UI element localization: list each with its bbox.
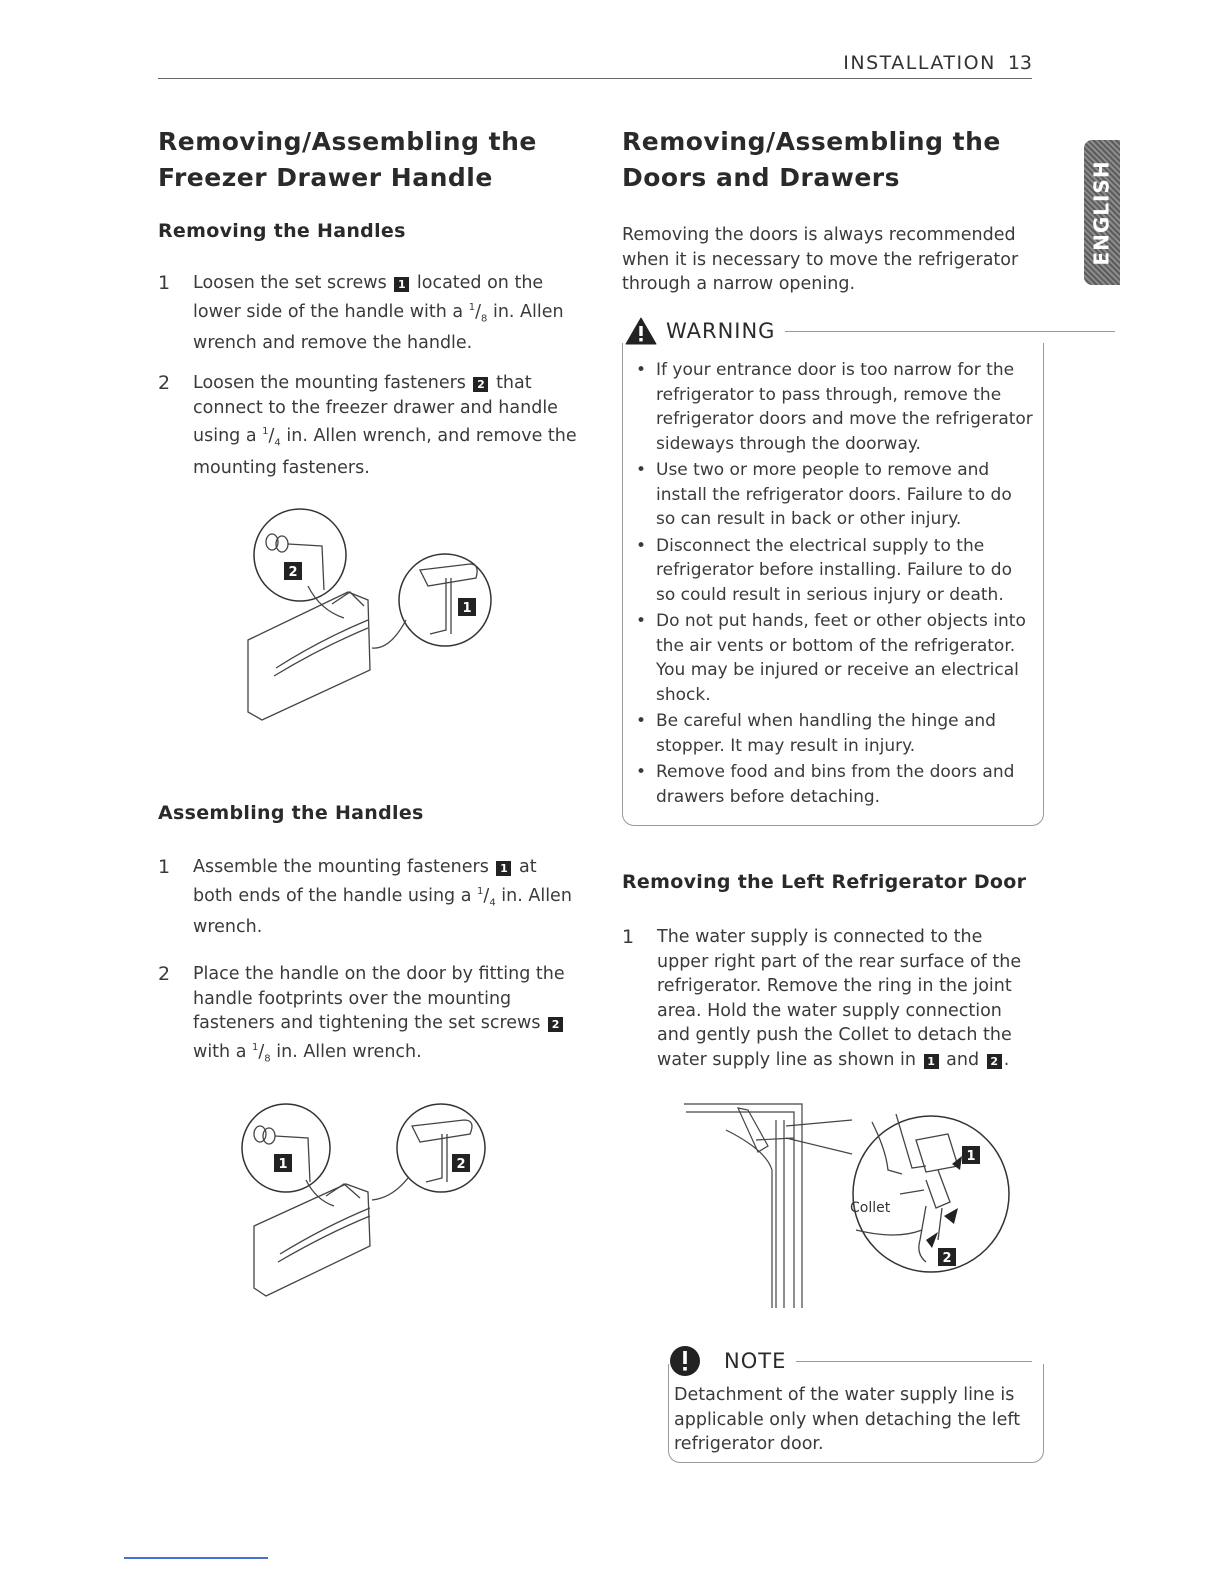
note-title-rule: [796, 1361, 1032, 1362]
removing-step-1: 1 Loosen the set screws 1 located on the lower side of the handle with a $^1/_8$ in. Allen wrench and remove the handle.: [158, 272, 564, 354]
fraction-denominator: 4: [274, 437, 281, 449]
step-text: and: [946, 1049, 980, 1070]
callout-label: 1: [462, 601, 472, 616]
fraction-denominator: 8: [481, 312, 488, 324]
warning-list: [636, 358, 1036, 811]
removing-step-2: 2 Loosen the mounting fasteners 2 that connect to the freezer drawer and handle using a $^1/_4$ in. Allen wrench, and remove the mounting fasteners.: [158, 372, 577, 478]
step-text: Assemble the mounting fasteners: [193, 857, 489, 877]
assembling-step-1: 1 Assemble the mounting fasteners 1 at both ends of the handle using a $^1/_4$ in. Allen wrench.: [158, 856, 572, 938]
callout-badge: 1: [924, 1054, 939, 1069]
water-supply-illustration: [676, 1090, 1016, 1310]
callout-badge: 1: [394, 277, 409, 292]
header-section: INSTALLATION: [843, 52, 996, 74]
assembling-handles-heading: Assembling the Handles: [158, 802, 424, 824]
warning-item: • Be careful when handling the hinge and stopper. It may result in injury.: [636, 709, 1036, 758]
step-text: at both ends of the handle using a: [193, 857, 537, 906]
fraction-numerator: 1: [468, 301, 476, 313]
assembling-step-2: 2 Place the handle on the door by fitting the handle footprints over the mounting fasteners and tightening the set screws 2 with a $^1/_8$ in. Allen wrench.: [158, 963, 565, 1064]
fraction-numerator: 1: [262, 426, 269, 437]
fraction-denominator: 4: [489, 896, 496, 908]
page-number: 13: [1007, 52, 1032, 74]
note-title-text: NOTE: [724, 1349, 787, 1373]
callout-badge: 1: [496, 861, 511, 876]
collet-label: Collet: [850, 1200, 891, 1216]
warning-triangle-icon: [624, 316, 658, 346]
language-tab-label: ENGLISH: [1090, 159, 1114, 266]
fraction-numerator: 1: [477, 885, 484, 897]
footer-rule: [124, 1557, 268, 1559]
left-door-heading: Removing the Left Refrigerator Door: [622, 871, 1027, 893]
header-rule: [158, 78, 1032, 79]
language-tab: [1084, 140, 1120, 285]
step-text: that connect to the freezer drawer and handle using a: [193, 373, 558, 446]
callout-badge: 2: [548, 1017, 563, 1032]
warning-item: • Do not put hands, feet or other objects into the air vents or bottom of the refrigerator. You may be injured or receive an electrical shock.: [636, 609, 1036, 707]
handle-removal-illustration: [240, 500, 500, 730]
callout-badge: 2: [473, 377, 488, 392]
callout-label: 1: [278, 1157, 288, 1172]
fraction-denominator: 8: [264, 1052, 271, 1064]
callout-label: 2: [456, 1157, 466, 1172]
detail-circle: [254, 509, 346, 601]
warning-item: • Use two or more people to remove and install the refrigerator doors. Failure to do so can result in back or other injury.: [636, 458, 1036, 532]
step-text: Loosen the mounting fasteners: [193, 373, 466, 393]
step-text: in. Allen wrench and remove the handle.: [193, 301, 564, 354]
left-section-title: [158, 124, 598, 196]
page-header: [820, 52, 1032, 74]
step-text: .: [1003, 1049, 1010, 1070]
doors-intro-text: Removing the doors is always recommended when it is necessary to move the refrigerator through a narrow opening.: [622, 225, 1019, 294]
step-number: 2: [158, 963, 171, 985]
warning-item: • Disconnect the electrical supply to the refrigerator before installing. Failure to do so could result in serious injury or death.: [636, 534, 1036, 608]
step-text: in. Allen wrench.: [276, 1041, 422, 1062]
fraction-numerator: 1: [252, 1041, 259, 1053]
step-number: 1: [158, 272, 171, 294]
step-text: Loosen the set screws: [193, 273, 387, 293]
warning-item: • Remove food and bins from the doors and drawers before detaching.: [636, 760, 1036, 809]
step-text: with a: [193, 1041, 247, 1062]
step-number: 1: [158, 856, 171, 878]
callout-label: 1: [966, 1149, 976, 1164]
right-section-title: [622, 124, 1062, 196]
left-title-line2: Freezer Drawer Handle: [158, 163, 493, 192]
step-text: in. Allen wrench.: [193, 885, 572, 938]
removing-handles-heading: Removing the Handles: [158, 220, 406, 242]
left-door-step-1: [622, 925, 1032, 1072]
handle-assembly-illustration: [236, 1096, 496, 1306]
callout-label: 2: [942, 1251, 952, 1266]
step-text: Place the handle on the door by fitting the handle footprints over the mounting fasteners and tightening the set screws: [193, 964, 565, 1033]
warning-item: • If your entrance door is too narrow for the refrigerator to pass through, remove the refrigerator doors and move the refrigerator sideways through the doorway.: [636, 358, 1036, 456]
note-text: Detachment of the water supply line is applicable only when detaching the left refrigerator door.: [674, 1385, 1021, 1454]
callout-label: 2: [288, 565, 298, 580]
step-text: in. Allen wrench, and remove the mounting fasteners.: [193, 425, 577, 478]
warning-title-rule: [785, 331, 1115, 332]
callout-badge: 2: [987, 1054, 1002, 1069]
left-title-line1: Removing/Assembling the: [158, 127, 537, 156]
detail-circle: [242, 1104, 330, 1192]
step-text: located on the lower side of the handle with a: [193, 273, 544, 322]
warning-title-text: WARNING: [666, 319, 776, 343]
step-number: 1: [622, 926, 635, 948]
right-title-line1: Removing/Assembling the: [622, 127, 1001, 156]
right-title-line2: Doors and Drawers: [622, 163, 900, 192]
warning-title: [624, 316, 1115, 346]
step-number: 2: [158, 372, 171, 394]
step-text: The water supply is connected to the upper right part of the rear surface of the refrigerator. Remove the ring in the joint area. Hold the water supply connection and gently push the Collet to detach the water supply line as shown in: [657, 927, 1022, 1070]
